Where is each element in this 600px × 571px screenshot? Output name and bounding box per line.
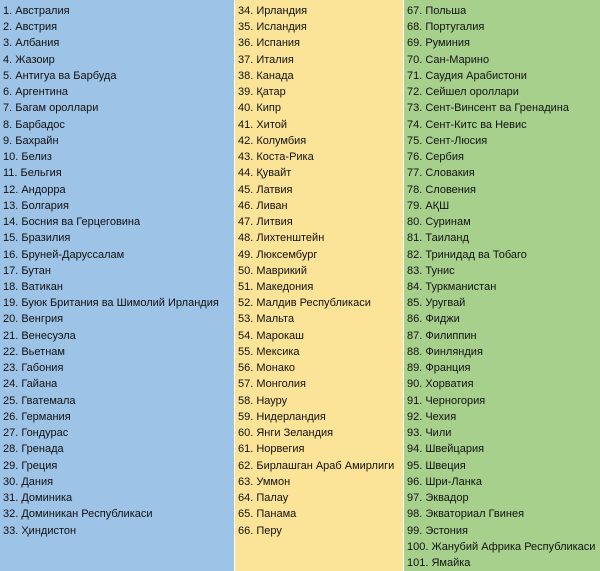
- list-item: 48. Лихтенштейн: [238, 232, 325, 245]
- list-item: 1. Австралия: [3, 5, 70, 17]
- list-item: 94. Швейцария: [407, 443, 485, 456]
- list-item: 98. Экваториал Гвинея: [407, 508, 525, 521]
- list-item: 82. Тринидад ва Тобаго: [407, 248, 527, 261]
- list-item: 38. Канада: [238, 69, 294, 82]
- list-item: 28. Гренада: [3, 443, 64, 456]
- list-item: 85. Уругвай: [407, 297, 466, 310]
- list-item: 63. Уммон: [238, 475, 291, 488]
- list-item: 79. АҚШ: [407, 199, 450, 212]
- list-item: 40. Кипр: [238, 102, 281, 115]
- list-item: 30. Дания: [3, 475, 54, 488]
- list-item: 76. Сербия: [407, 151, 464, 164]
- list-item: 15. Бразилия: [3, 232, 71, 245]
- list-item: 93. Чили: [407, 427, 452, 440]
- list-item: 51. Македония: [238, 280, 314, 293]
- list-item: 46. Ливан: [238, 199, 288, 212]
- list-item: 57. Монголия: [238, 378, 306, 391]
- list-item: 11. Бельгия: [3, 167, 62, 180]
- list-item: 9. Бахрайн: [3, 134, 59, 147]
- list-item: 14. Босния ва Герцеговина: [3, 216, 141, 229]
- list-item: 32. Доминикан Республикаси: [3, 508, 153, 521]
- list-item: 64. Палау: [238, 492, 289, 505]
- list-item: 84. Туркманистан: [407, 280, 497, 293]
- list-item: 67. Польша: [407, 5, 467, 17]
- list-item: 39. Қатар: [238, 86, 286, 99]
- list-item: 34. Ирландия: [238, 5, 308, 17]
- list-item: 47. Литвия: [238, 216, 293, 229]
- list-item: 86. Фиджи: [407, 313, 460, 326]
- list-item: 77. Словакия: [407, 167, 475, 180]
- list-item: 75. Сент-Люсия: [407, 134, 488, 147]
- list-item: 78. Словения: [407, 183, 476, 196]
- list-item: 69. Руминия: [407, 37, 470, 50]
- list-item: 56. Монако: [238, 362, 295, 375]
- list-item: 96. Шри-Ланка: [407, 475, 482, 488]
- list-item: 87. Филиппин: [407, 329, 477, 342]
- list-item: 33. Ҳиндистон: [3, 524, 77, 537]
- list-item: 5. Антигуа ва Барбуда: [3, 69, 117, 82]
- list-item: 73. Сент-Винсент ва Гренадина: [407, 102, 569, 115]
- list-item: 36. Испания: [238, 37, 301, 50]
- list-item: 41. Хитой: [238, 118, 288, 131]
- list-item: 52. Малдив Республикаси: [238, 297, 371, 310]
- list-item: 44. Қувайт: [238, 167, 292, 180]
- list-item: 2. Австрия: [3, 21, 58, 34]
- list-item: 59. Нидерландия: [238, 410, 326, 423]
- list-item: 24. Гайана: [3, 378, 58, 391]
- list-item: 95. Швеция: [407, 459, 466, 472]
- list-item: 4. Жазоир: [3, 53, 55, 66]
- list-item: 66. Перу: [238, 524, 282, 537]
- list-item: 3. Албания: [3, 37, 60, 50]
- list-item: 89. Франция: [407, 362, 471, 375]
- list-item: 72. Сейшел ороллари: [407, 86, 519, 99]
- list-item: 49. Люксембург: [238, 248, 318, 261]
- list-item: 20. Венгрия: [3, 313, 64, 326]
- list-item: 54. Марокаш: [238, 329, 304, 342]
- list-item: 10. Белиз: [3, 151, 52, 164]
- list-item: 29. Греция: [3, 459, 58, 472]
- list-item: 26. Германия: [3, 410, 71, 423]
- list-item: 90. Хорватия: [407, 378, 474, 391]
- list-item: 62. Бирлашган Араб Амирлиги: [238, 459, 395, 472]
- list-item: 74. Сент-Китс ва Невис: [407, 118, 527, 131]
- list-item: 27. Гондурас: [3, 427, 69, 440]
- column-3: [404, 0, 600, 571]
- list-item: 68. Португалия: [407, 21, 485, 34]
- list-item: 42. Колумбия: [238, 134, 307, 147]
- list-item: 81. Таиланд: [407, 232, 469, 245]
- list-item: 43. Коста-Рика: [238, 151, 314, 164]
- list-item: 8. Барбадос: [3, 118, 65, 131]
- list-item: 12. Андорра: [3, 183, 66, 196]
- list-item: 100. Жанубий Африка Республикаси: [407, 540, 596, 553]
- list-item: 60. Янги Зеландия: [238, 427, 334, 440]
- list-item: 13. Болгария: [3, 199, 69, 212]
- list-item: 88. Финляндия: [407, 345, 483, 358]
- column-2: [235, 0, 404, 571]
- list-item: 58. Науру: [238, 394, 288, 407]
- list-item: 7. Багам ороллари: [3, 102, 99, 115]
- list-item: 31. Доминика: [3, 492, 73, 505]
- column-1: [0, 0, 235, 571]
- list-item: 101. Ямайка: [407, 556, 471, 569]
- list-item: 18. Ватикан: [3, 280, 63, 293]
- list-item: 25. Гватемала: [3, 394, 76, 407]
- list-item: 92. Чехия: [407, 410, 457, 423]
- list-item: 17. Бутан: [3, 264, 51, 277]
- list-item: 35. Исландия: [238, 21, 307, 34]
- list-item: 23. Габония: [3, 362, 64, 375]
- list-item: 37. Италия: [238, 53, 294, 66]
- list-item: 19. Буюк Британия ва Шимолий Ирландия: [3, 297, 219, 310]
- list-item: 61. Норвегия: [238, 443, 305, 456]
- list-item: 91. Черногория: [407, 394, 486, 407]
- list-item: 22. Вьетнам: [3, 345, 65, 358]
- list-item: 70. Сан-Марино: [407, 53, 490, 66]
- list-item: 55. Мексика: [238, 345, 300, 358]
- list-item: 97. Эквадор: [407, 492, 469, 505]
- list-item: 21. Венесуэла: [3, 329, 76, 342]
- list-item: 45. Латвия: [238, 183, 293, 196]
- list-item: 80. Суринам: [407, 216, 471, 229]
- list-item: 65. Панама: [238, 508, 297, 521]
- list-item: 16. Бруней-Даруссалам: [3, 248, 125, 261]
- list-item: 99. Эстония: [407, 524, 468, 537]
- list-item: 53. Мальта: [238, 313, 295, 326]
- list-item: 50. Маврикий: [238, 264, 307, 277]
- list-item: 6. Аргентина: [3, 86, 69, 99]
- list-item: 71. Саудия Арабистони: [407, 69, 527, 82]
- list-item: 83. Тунис: [407, 264, 455, 277]
